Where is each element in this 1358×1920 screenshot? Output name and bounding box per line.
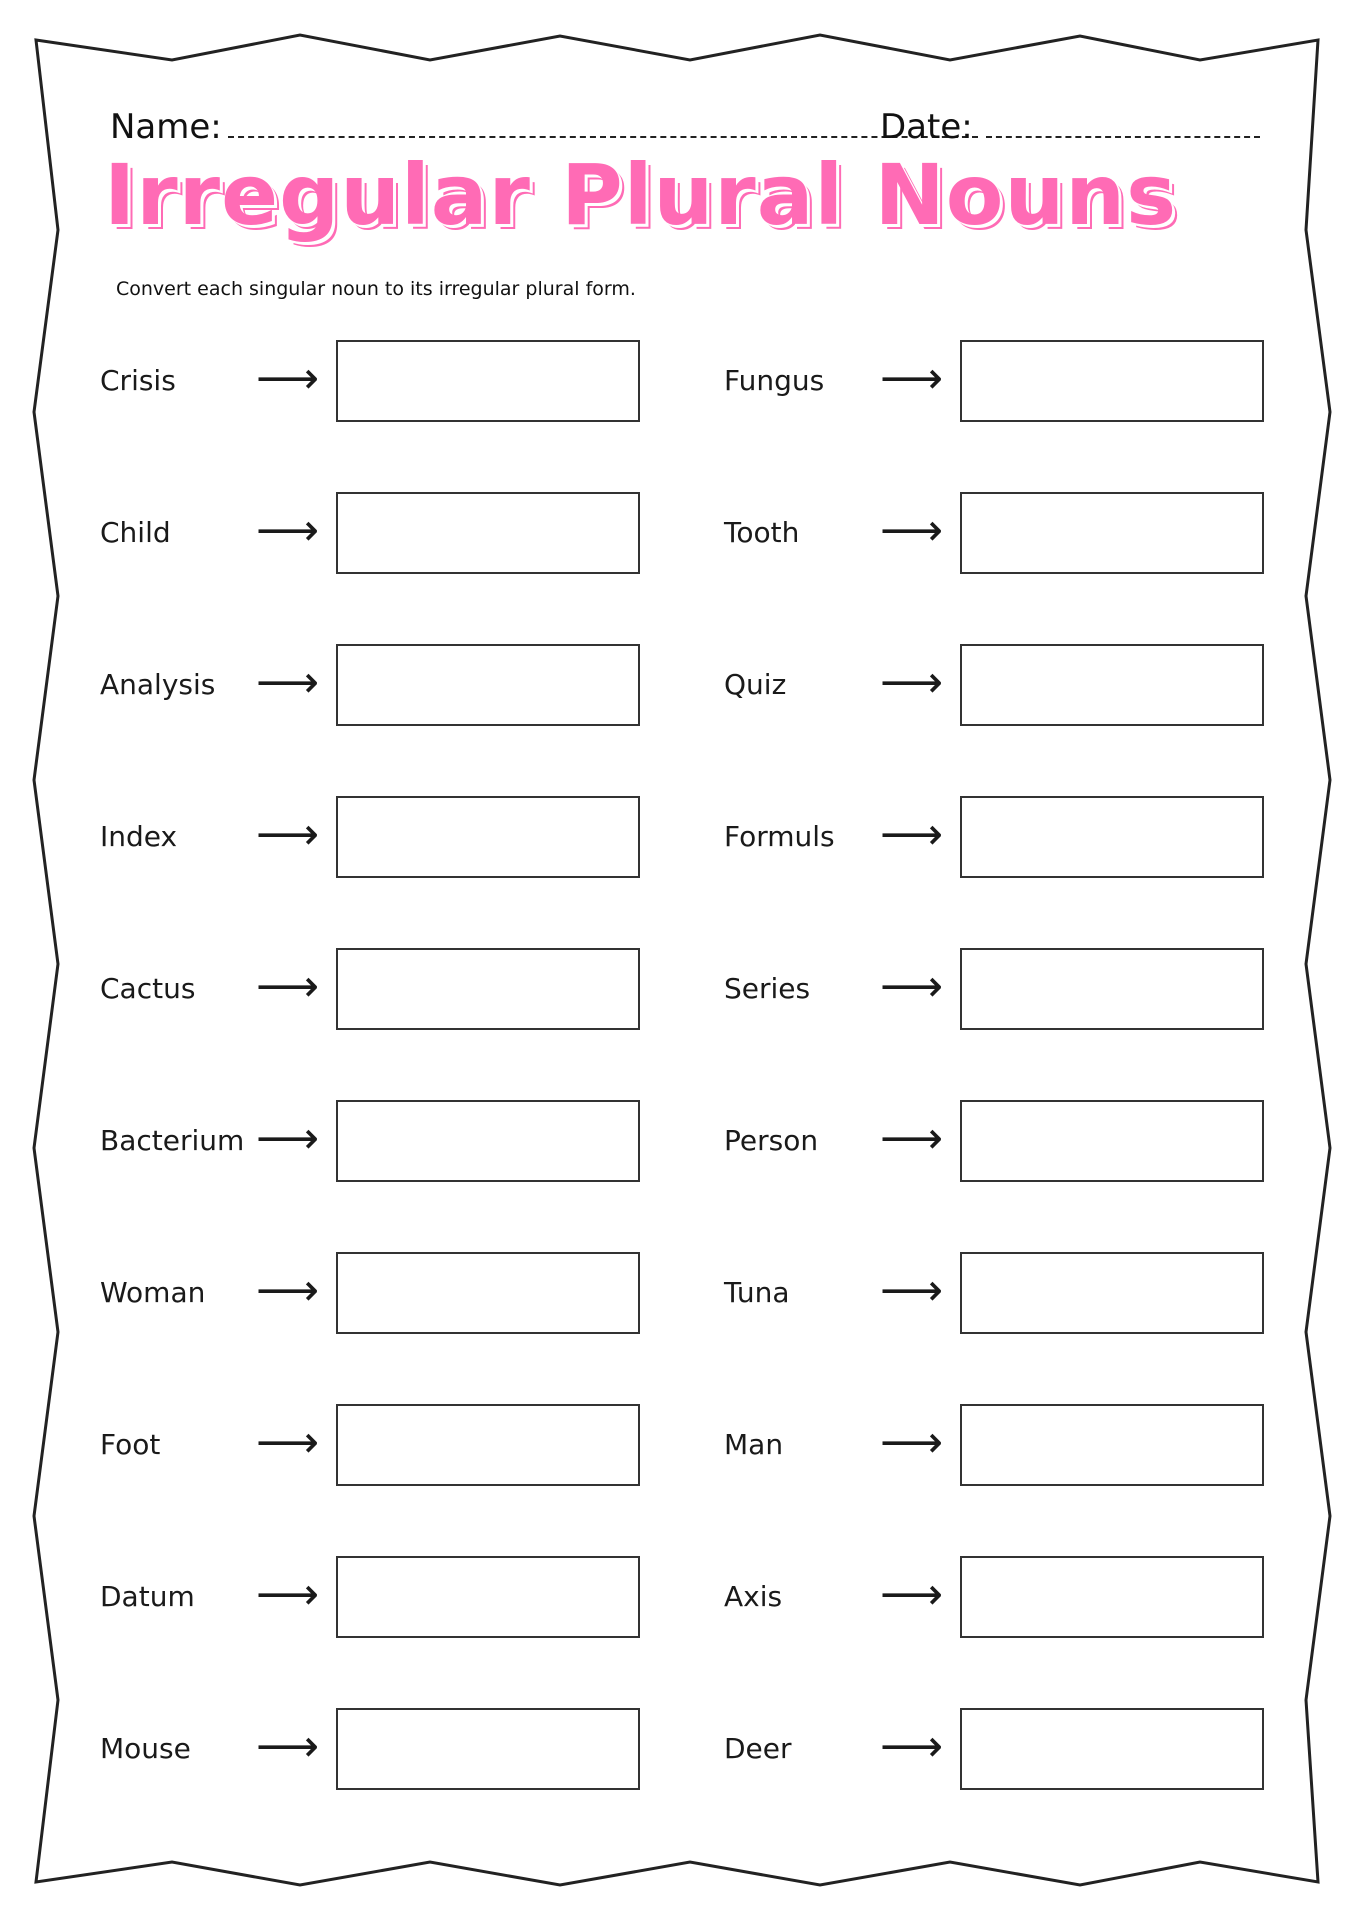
plural-answer-box[interactable] bbox=[336, 492, 640, 574]
plural-answer-box[interactable] bbox=[336, 1404, 640, 1486]
name-blank-line[interactable] bbox=[228, 136, 978, 138]
right-arrow-icon: ⟶ bbox=[256, 657, 320, 708]
plural-answer-box[interactable] bbox=[960, 1404, 1264, 1486]
singular-noun: Tooth bbox=[724, 516, 800, 549]
right-arrow-icon: ⟶ bbox=[880, 1569, 944, 1620]
right-arrow-icon: ⟶ bbox=[880, 657, 944, 708]
word-row bbox=[100, 948, 660, 1032]
name-label: Name: bbox=[110, 107, 222, 147]
plural-answer-box[interactable] bbox=[960, 1708, 1264, 1790]
singular-noun: Index bbox=[100, 820, 178, 853]
word-row bbox=[724, 1404, 1284, 1488]
plural-answer-box[interactable] bbox=[336, 340, 640, 422]
word-row bbox=[100, 492, 660, 576]
word-row bbox=[100, 340, 660, 424]
plural-answer-box[interactable] bbox=[336, 644, 640, 726]
singular-noun: Deer bbox=[724, 1732, 792, 1765]
singular-noun: Axis bbox=[724, 1580, 783, 1613]
word-row bbox=[100, 1100, 660, 1184]
singular-noun: Child bbox=[100, 516, 171, 549]
singular-noun: Analysis bbox=[100, 668, 216, 701]
right-arrow-icon: ⟶ bbox=[256, 1113, 320, 1164]
right-arrow-icon: ⟶ bbox=[880, 961, 944, 1012]
word-row bbox=[100, 1252, 660, 1336]
word-row bbox=[724, 1708, 1284, 1792]
right-arrow-icon: ⟶ bbox=[256, 961, 320, 1012]
plural-answer-box[interactable] bbox=[336, 1100, 640, 1182]
right-arrow-icon: ⟶ bbox=[880, 353, 944, 404]
right-arrow-icon: ⟶ bbox=[256, 1569, 320, 1620]
word-row bbox=[100, 1404, 660, 1488]
singular-noun: Woman bbox=[100, 1276, 206, 1309]
instructions-text: Convert each singular noun to its irregular plural form. bbox=[116, 278, 636, 300]
right-arrow-icon: ⟶ bbox=[256, 353, 320, 404]
right-arrow-icon: ⟶ bbox=[256, 505, 320, 556]
plural-answer-box[interactable] bbox=[960, 1556, 1264, 1638]
word-row bbox=[100, 644, 660, 728]
page-title: Irregular Plural Nouns bbox=[104, 146, 1178, 244]
plural-answer-box[interactable] bbox=[336, 1556, 640, 1638]
singular-noun: Mouse bbox=[100, 1732, 191, 1765]
plural-answer-box[interactable] bbox=[960, 1100, 1264, 1182]
singular-noun: Quiz bbox=[724, 668, 787, 701]
singular-noun: Tuna bbox=[724, 1276, 790, 1309]
word-row bbox=[724, 492, 1284, 576]
date-label: Date: bbox=[880, 107, 973, 147]
plural-answer-box[interactable] bbox=[960, 948, 1264, 1030]
right-arrow-icon: ⟶ bbox=[880, 1113, 944, 1164]
singular-noun: Series bbox=[724, 972, 811, 1005]
word-row bbox=[724, 340, 1284, 424]
word-row bbox=[724, 644, 1284, 728]
singular-noun: Datum bbox=[100, 1580, 195, 1613]
right-arrow-icon: ⟶ bbox=[256, 1721, 320, 1772]
plural-answer-box[interactable] bbox=[960, 644, 1264, 726]
singular-noun: Man bbox=[724, 1428, 784, 1461]
plural-answer-box[interactable] bbox=[336, 796, 640, 878]
right-arrow-icon: ⟶ bbox=[880, 1265, 944, 1316]
right-arrow-icon: ⟶ bbox=[256, 809, 320, 860]
singular-noun: Person bbox=[724, 1124, 819, 1157]
right-arrow-icon: ⟶ bbox=[880, 1417, 944, 1468]
singular-noun: Bacterium bbox=[100, 1124, 245, 1157]
plural-answer-box[interactable] bbox=[336, 1708, 640, 1790]
singular-noun: Fungus bbox=[724, 364, 825, 397]
word-row bbox=[724, 796, 1284, 880]
date-blank-line[interactable] bbox=[986, 136, 1260, 138]
word-row bbox=[100, 1708, 660, 1792]
plural-answer-box[interactable] bbox=[960, 340, 1264, 422]
singular-noun: Foot bbox=[100, 1428, 161, 1461]
right-arrow-icon: ⟶ bbox=[256, 1265, 320, 1316]
word-row bbox=[724, 948, 1284, 1032]
word-row bbox=[100, 796, 660, 880]
word-row bbox=[724, 1556, 1284, 1640]
word-row bbox=[724, 1100, 1284, 1184]
right-arrow-icon: ⟶ bbox=[880, 1721, 944, 1772]
right-arrow-icon: ⟶ bbox=[256, 1417, 320, 1468]
right-arrow-icon: ⟶ bbox=[880, 505, 944, 556]
plural-answer-box[interactable] bbox=[960, 796, 1264, 878]
plural-answer-box[interactable] bbox=[336, 948, 640, 1030]
singular-noun: Cactus bbox=[100, 972, 196, 1005]
singular-noun: Crisis bbox=[100, 364, 176, 397]
plural-answer-box[interactable] bbox=[960, 1252, 1264, 1334]
plural-answer-box[interactable] bbox=[336, 1252, 640, 1334]
word-row bbox=[724, 1252, 1284, 1336]
right-arrow-icon: ⟶ bbox=[880, 809, 944, 860]
plural-answer-box[interactable] bbox=[960, 492, 1264, 574]
singular-noun: Formuls bbox=[724, 820, 835, 853]
word-row bbox=[100, 1556, 660, 1640]
